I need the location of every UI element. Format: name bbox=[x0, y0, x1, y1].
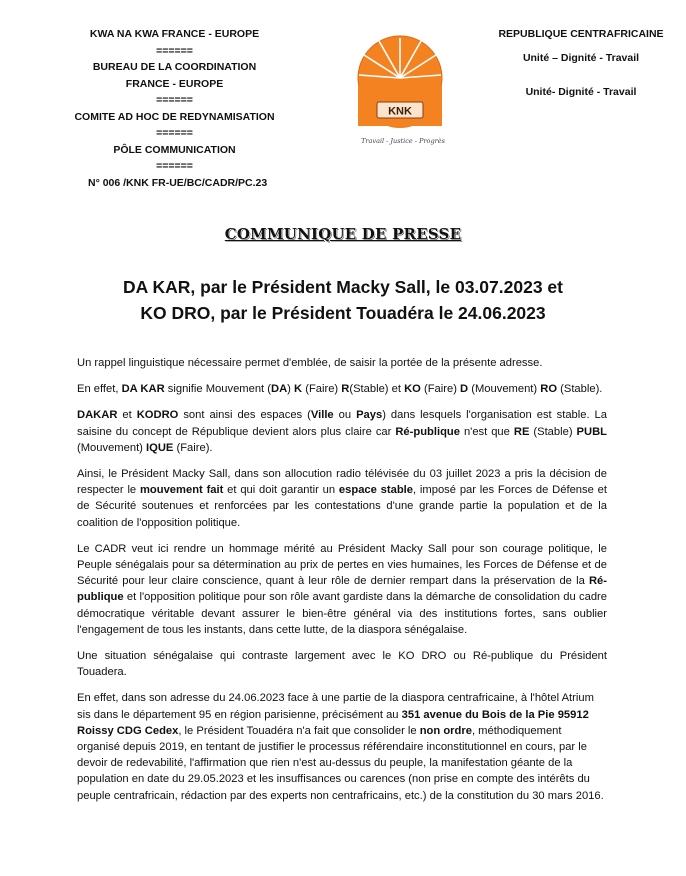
title-line-2: KO DRO, par le Président Touadéra le 24.06.2023 bbox=[140, 303, 546, 323]
text: et l'opposition politique pour son rôle avant gardiste dans la démarche de consolidation du cadre démocratique véritable devant assurer le bien-être général via des institutions fortes, sans oublier l'engagement de tous les instants, dans cette lutte, de la diaspora sénégalaise. bbox=[77, 591, 607, 636]
knk-logo bbox=[355, 30, 445, 150]
text: En effet, bbox=[77, 383, 122, 396]
separator: ====== bbox=[156, 44, 193, 57]
logo-text: KNK bbox=[388, 105, 412, 118]
paragraph-dakar-meaning bbox=[77, 381, 607, 397]
page-title bbox=[0, 274, 686, 326]
separator: ====== bbox=[156, 160, 193, 172]
text: ) bbox=[287, 383, 295, 396]
text: (Faire) bbox=[420, 383, 461, 396]
bureau-line: BUREAU DE LA COORDINATION bbox=[92, 61, 257, 73]
text: (Stable). bbox=[557, 383, 603, 396]
document-reference: N° 006 /KNK FR-UE/BC/CADR/PC.23 bbox=[88, 176, 268, 189]
emphasis: RE bbox=[513, 425, 530, 438]
emphasis: DA bbox=[271, 383, 288, 396]
national-motto-repeat: Unité- Dignité - Travail bbox=[525, 86, 637, 98]
emphasis: R bbox=[341, 383, 350, 396]
text: sont ainsi des espaces ( bbox=[178, 409, 311, 422]
org-name: KWA NA KWA FRANCE - EUROPE bbox=[89, 28, 260, 40]
header-right bbox=[486, 26, 676, 100]
text: Le CADR veut ici rendre un hommage mérité au Président Macky Sall pour son courage politique, le Peuple sénégalais pour sa détermination au prix de pertes en vies humaines, les Forces de Défense et de Sécurité pour leur claire conscience, quant à leur rôle de dernier rempart dans la préservation de la bbox=[77, 542, 607, 588]
paragraph-touadera bbox=[77, 690, 607, 803]
text: ou bbox=[333, 409, 357, 422]
press-release-body bbox=[77, 355, 607, 814]
separator: ====== bbox=[156, 127, 193, 139]
emphasis: PUBL bbox=[576, 425, 607, 438]
text: (Mouvement) bbox=[77, 441, 147, 454]
emphasis: IQUE bbox=[146, 441, 174, 454]
paragraph-tribute bbox=[77, 541, 607, 638]
national-motto: Unité – Dignité - Travail bbox=[522, 52, 640, 64]
text: (Stable) bbox=[529, 425, 577, 438]
emphasis: KO bbox=[404, 383, 421, 396]
header-left bbox=[52, 26, 297, 191]
text: et bbox=[117, 409, 137, 422]
emphasis: Pays bbox=[356, 409, 383, 422]
paragraph-republique-meaning bbox=[77, 407, 607, 456]
text: , imposé par les Forces de Défense et de Sécurité soutenues et renforcées par les contestations d'une grande partie la population et de la coalition de l'opposition politique. bbox=[77, 484, 607, 529]
communique-title: COMMUNIQUE DE PRESSE bbox=[224, 225, 462, 243]
emphasis: K bbox=[294, 383, 303, 396]
paragraph-contrast: Une situation sénégalaise qui contraste largement avec le KO DRO ou Ré-publique du Président Touadera. bbox=[77, 650, 607, 679]
emphasis: DA KAR bbox=[121, 383, 165, 396]
text: signifie Mouvement ( bbox=[164, 383, 271, 396]
emphasis: Ré-publique bbox=[395, 425, 460, 438]
pole-name: PÔLE COMMUNICATION bbox=[113, 143, 236, 156]
separator: ====== bbox=[156, 94, 193, 106]
paragraph-macky-sall bbox=[77, 466, 607, 531]
emphasis: 351 avenue du Bois de la Pie 95912 Roissy CDG Cedex bbox=[77, 708, 589, 737]
text: et qui doit garantir un bbox=[223, 484, 339, 497]
emphasis: DAKAR bbox=[77, 409, 118, 422]
country-name: REPUBLIQUE CENTRAFRICAINE bbox=[498, 28, 664, 40]
emphasis: Ré-publique bbox=[77, 575, 607, 604]
text: , le Président Touadéra n'a fait que consolider le bbox=[178, 724, 420, 737]
text: n'est que bbox=[459, 425, 514, 438]
emphasis: Ville bbox=[310, 409, 334, 422]
committee-name: COMITE AD HOC DE REDYNAMISATION bbox=[74, 110, 275, 123]
title-line-1: DA KAR, par le Président Macky Sall, le 03.07.2023 et bbox=[123, 277, 563, 297]
text: (Faire) bbox=[302, 383, 342, 396]
text: Ainsi, le Président Macky Sall, dans son allocution radio télévisée du 03 juillet 2023 a pris la décision de respecter le bbox=[77, 468, 607, 497]
bureau-region: FRANCE - EUROPE bbox=[125, 77, 224, 90]
text: (Faire). bbox=[173, 441, 213, 454]
emphasis: non ordre bbox=[419, 724, 472, 737]
emphasis: RO bbox=[540, 383, 558, 396]
emphasis: D bbox=[460, 383, 469, 396]
logo-caption: Travail - Justice - Progrès bbox=[361, 137, 445, 145]
emphasis: KODRO bbox=[136, 409, 179, 422]
text: En effet, dans son adresse du 24.06.2023 face à une partie de la diaspora centrafricaine, à l'hôtel Atrium sis dans le département 95 en région parisienne, précisément au bbox=[77, 692, 594, 721]
text: , méthodiquement organisé depuis 2019, en tentant de justifier le processus référendaire inconstitutionnel en cours, par le devoir de redevabilité, l'affirmation que rien n'est au-dessus du peuple, la manifestation géante de la population en date du 29.05.2023 et les insuffisances ou carences (non prise en compte des intérêts du peuple centrafricain, rédaction par des experts non centrafricains, etc.) de la constitution du 30 mars 2016. bbox=[77, 724, 604, 802]
paragraph-intro: Un rappel linguistique nécessaire permet d'emblée, de saisir la portée de la présente adresse. bbox=[77, 357, 543, 369]
text: (Mouvement) bbox=[468, 383, 541, 396]
text: ) dans lesquels l'organisation est stable. La saisine du concept de République devient alors plus claire car bbox=[77, 409, 607, 438]
emphasis: espace stable bbox=[338, 484, 414, 497]
text: (Stable) et bbox=[349, 383, 405, 396]
emphasis: mouvement fait bbox=[139, 484, 224, 497]
